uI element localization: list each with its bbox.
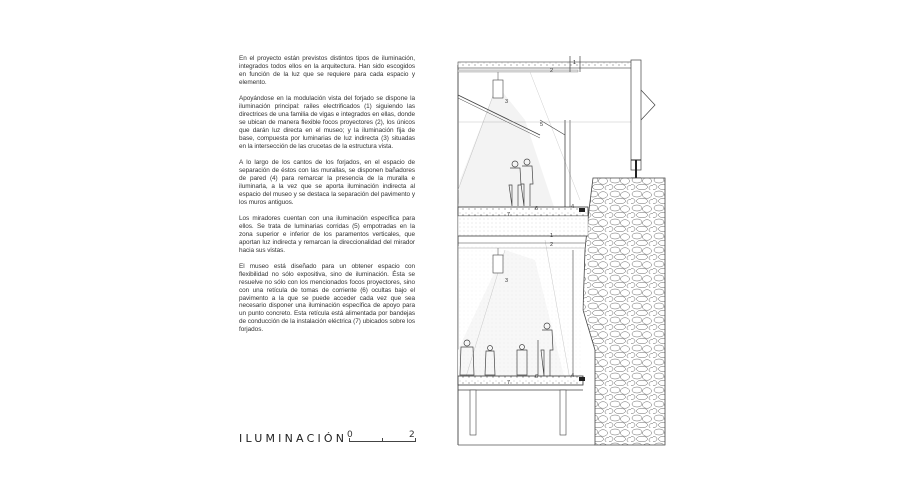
scale-start-label: 0: [347, 430, 353, 440]
label-4-lower: 4: [571, 373, 575, 379]
paragraph-flexibility: El museo está diseñado para un obtener espacio con flexibilidad no sólo expositiva, sino de iluminación. Ésta se resuelve no sólo con los mencionados focos proyectores, sino con una retícula de tomas de corriente (6) ocultas bajo el pavimento a la que se puede acceder cada vez que sea necesario disponer una iluminación específica de apoyo para un punto concreto. Esta retícula está alimentada por bandejas de conducción de la instalación eléctrica (7) ubicados sobre los forjados.: [239, 262, 415, 334]
scale-bar: [345, 430, 420, 444]
building-section-svg: [455, 50, 670, 450]
label-6-upper: 6: [535, 206, 539, 212]
paragraph-intro: En el proyecto están previstos distintos tipos de iluminación, integrados todos ellos en la arquitectura. Han sido escogidos en función de la luz que se requiere para cada espacio y elemento.: [239, 55, 415, 86]
label-1-top: 1: [573, 60, 577, 66]
light-beams-upper: [458, 72, 580, 210]
label-2-mid: 2: [550, 242, 554, 248]
label-7-lower: 7: [507, 380, 511, 386]
paragraph-viewpoints: Los miradores cuentan con una iluminación específica para ellos. Se trata de luminarias corridas (5) empotradas en la zona superior e inferior de los paramentos verticales, que aportan luz indirecta y remarcan la direccionalidad del mirador hacia sus vistas.: [239, 214, 415, 254]
label-6-lower: 6: [535, 374, 539, 380]
stone-wall: [583, 178, 665, 445]
roof-slab: [458, 56, 638, 72]
scale-tick-mid: [382, 438, 383, 442]
right-column: [631, 60, 655, 178]
light-beams-lower: [458, 240, 583, 380]
description-text: [239, 55, 415, 343]
label-4-upper: 4: [571, 204, 575, 210]
scale-end-label: 2: [409, 430, 415, 440]
paragraph-wall-washers: A lo largo de los cantos de los forjados, en el espacio de separación de éstos con las murallas, se disponen bañadores de pared (4) para remarcar la presencia de la muralla e iluminarla, a la vez que se aporta iluminación indirecta al espacio del museo y se destaca la separación del pavimento y los muros antiguos.: [239, 158, 415, 206]
scale-tick-end: [415, 438, 416, 442]
upper-floor-slab: [458, 207, 588, 236]
section-drawing: [455, 50, 670, 450]
label-1-mid: 1: [550, 233, 554, 239]
label-2-top: 2: [550, 68, 554, 74]
label-5: 5: [540, 122, 544, 128]
section-title: ILUMINACIÓN: [239, 432, 348, 445]
scale-tick-start: [349, 438, 350, 442]
label-7-upper: 7: [507, 212, 511, 218]
label-3-mid: 3: [505, 278, 509, 284]
paragraph-main-lighting: Apoyándose en la modulación vista del forjado se dispone la iluminación principal: raíles electrificados (1) siguiendo las directrices de una familia de vigas e integrados en ellas, donde se ubican de manera flexible focos proyectores (2), los únicos que darán luz directa en el museo; y la iluminación fija de base, compuesta por luminarias de luz indirecta (3) situadas en la intersección de las crucetas de la estructura vista.: [239, 95, 415, 150]
label-3-top: 3: [505, 99, 509, 105]
lower-floor-slab: [458, 376, 583, 435]
